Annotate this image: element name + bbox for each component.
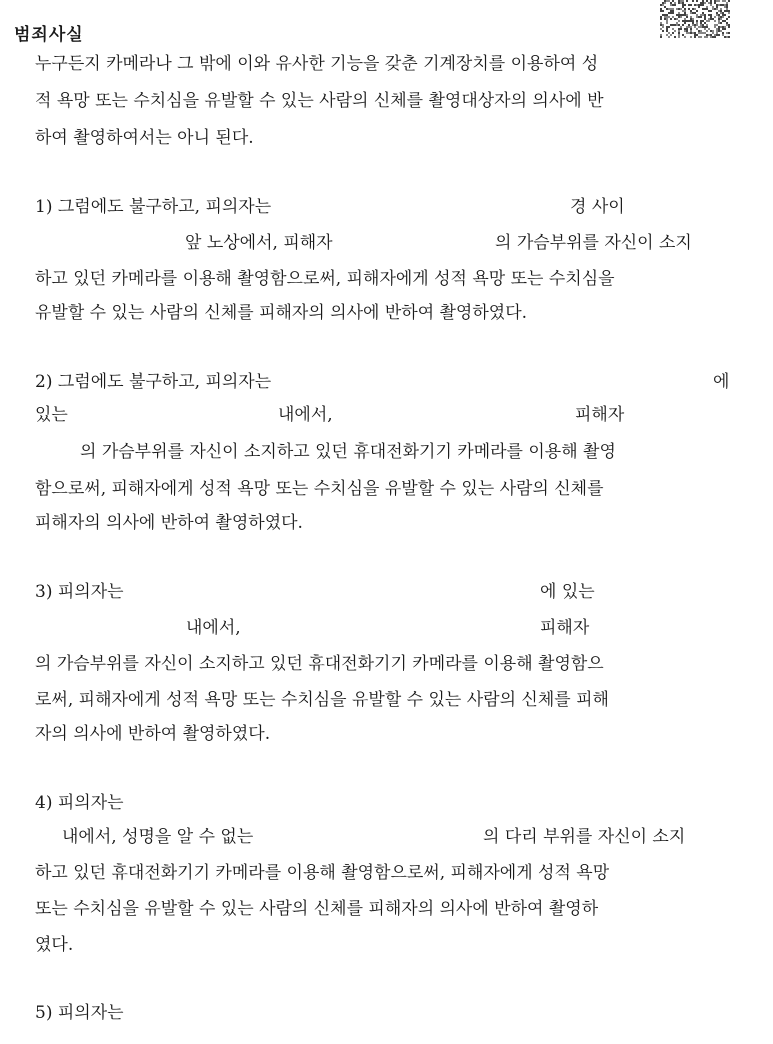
p3-line-3: 의 가슴부위를 자신이 소지하고 있던 휴대전화기기 카메라를 이용해 촬영함으 — [35, 654, 604, 674]
p1-line-1a: 1) 그럼에도 불구하고, 피의자는 — [35, 197, 272, 217]
p4-line-3: 하고 있던 휴대전화기기 카메라를 이용해 촬영함으로써, 피해자에게 성적 욕망 — [35, 863, 610, 883]
p3-line-2a: 내에서, — [186, 618, 241, 638]
intro-line-1: 누구든지 카메라나 그 밖에 이와 유사한 기능을 갖춘 기계장치를 이용하여 성 — [35, 54, 599, 74]
p2-line-2c: 피해자 — [575, 405, 625, 425]
p2-line-1a: 2) 그럼에도 불구하고, 피의자는 — [35, 372, 272, 392]
p4-line-1: 4) 피의자는 — [35, 793, 124, 813]
intro-line-2: 적 욕망 또는 수치심을 유발할 수 있는 사람의 신체를 촬영대상자의 의사에 반 — [35, 91, 604, 111]
p1-line-3: 하고 있던 카메라를 이용해 촬영함으로써, 피해자에게 성적 욕망 또는 수치심을 — [35, 269, 615, 289]
p2-line-2b: 내에서, — [278, 405, 333, 425]
p2-line-5: 피해자의 의사에 반하여 촬영하였다. — [35, 513, 303, 533]
p2-line-2a: 있는 — [35, 405, 68, 425]
p5-line-1: 5) 피의자는 — [35, 1003, 124, 1023]
p4-line-4: 또는 수치심을 유발할 수 있는 사람의 신체를 피해자의 의사에 반하여 촬영하 — [35, 899, 599, 919]
p1-line-4: 유발할 수 있는 사람의 신체를 피해자의 의사에 반하여 촬영하였다. — [35, 303, 528, 323]
p2-line-3: 의 가슴부위를 자신이 소지하고 있던 휴대전화기기 카메라를 이용해 촬영 — [80, 442, 616, 462]
qr-code — [660, 0, 730, 38]
p2-line-1b: 에 — [713, 372, 730, 392]
p3-line-5: 자의 의사에 반하여 촬영하였다. — [35, 724, 271, 744]
p1-line-2b: 의 가슴부위를 자신이 소지 — [495, 233, 692, 253]
p4-line-2a: 내에서, 성명을 알 수 없는 — [62, 827, 254, 847]
p4-line-2b: 의 다리 부위를 자신이 소지 — [483, 827, 686, 847]
section-heading: 범죄사실 — [14, 25, 84, 45]
p1-line-2a: 앞 노상에서, 피해자 — [185, 233, 333, 253]
p1-line-1b: 경 사이 — [570, 197, 625, 217]
p3-line-1b: 에 있는 — [540, 582, 595, 602]
p3-line-2b: 피해자 — [540, 618, 590, 638]
p2-line-4: 함으로써, 피해자에게 성적 욕망 또는 수치심을 유발할 수 있는 사람의 신체를 — [35, 479, 604, 499]
p3-line-1a: 3) 피의자는 — [35, 582, 124, 602]
p4-line-5: 였다. — [35, 935, 74, 955]
p3-line-4: 로써, 피해자에게 성적 욕망 또는 수치심을 유발할 수 있는 사람의 신체를 피해 — [35, 690, 609, 710]
intro-line-3: 하여 촬영하여서는 아니 된다. — [35, 128, 254, 148]
